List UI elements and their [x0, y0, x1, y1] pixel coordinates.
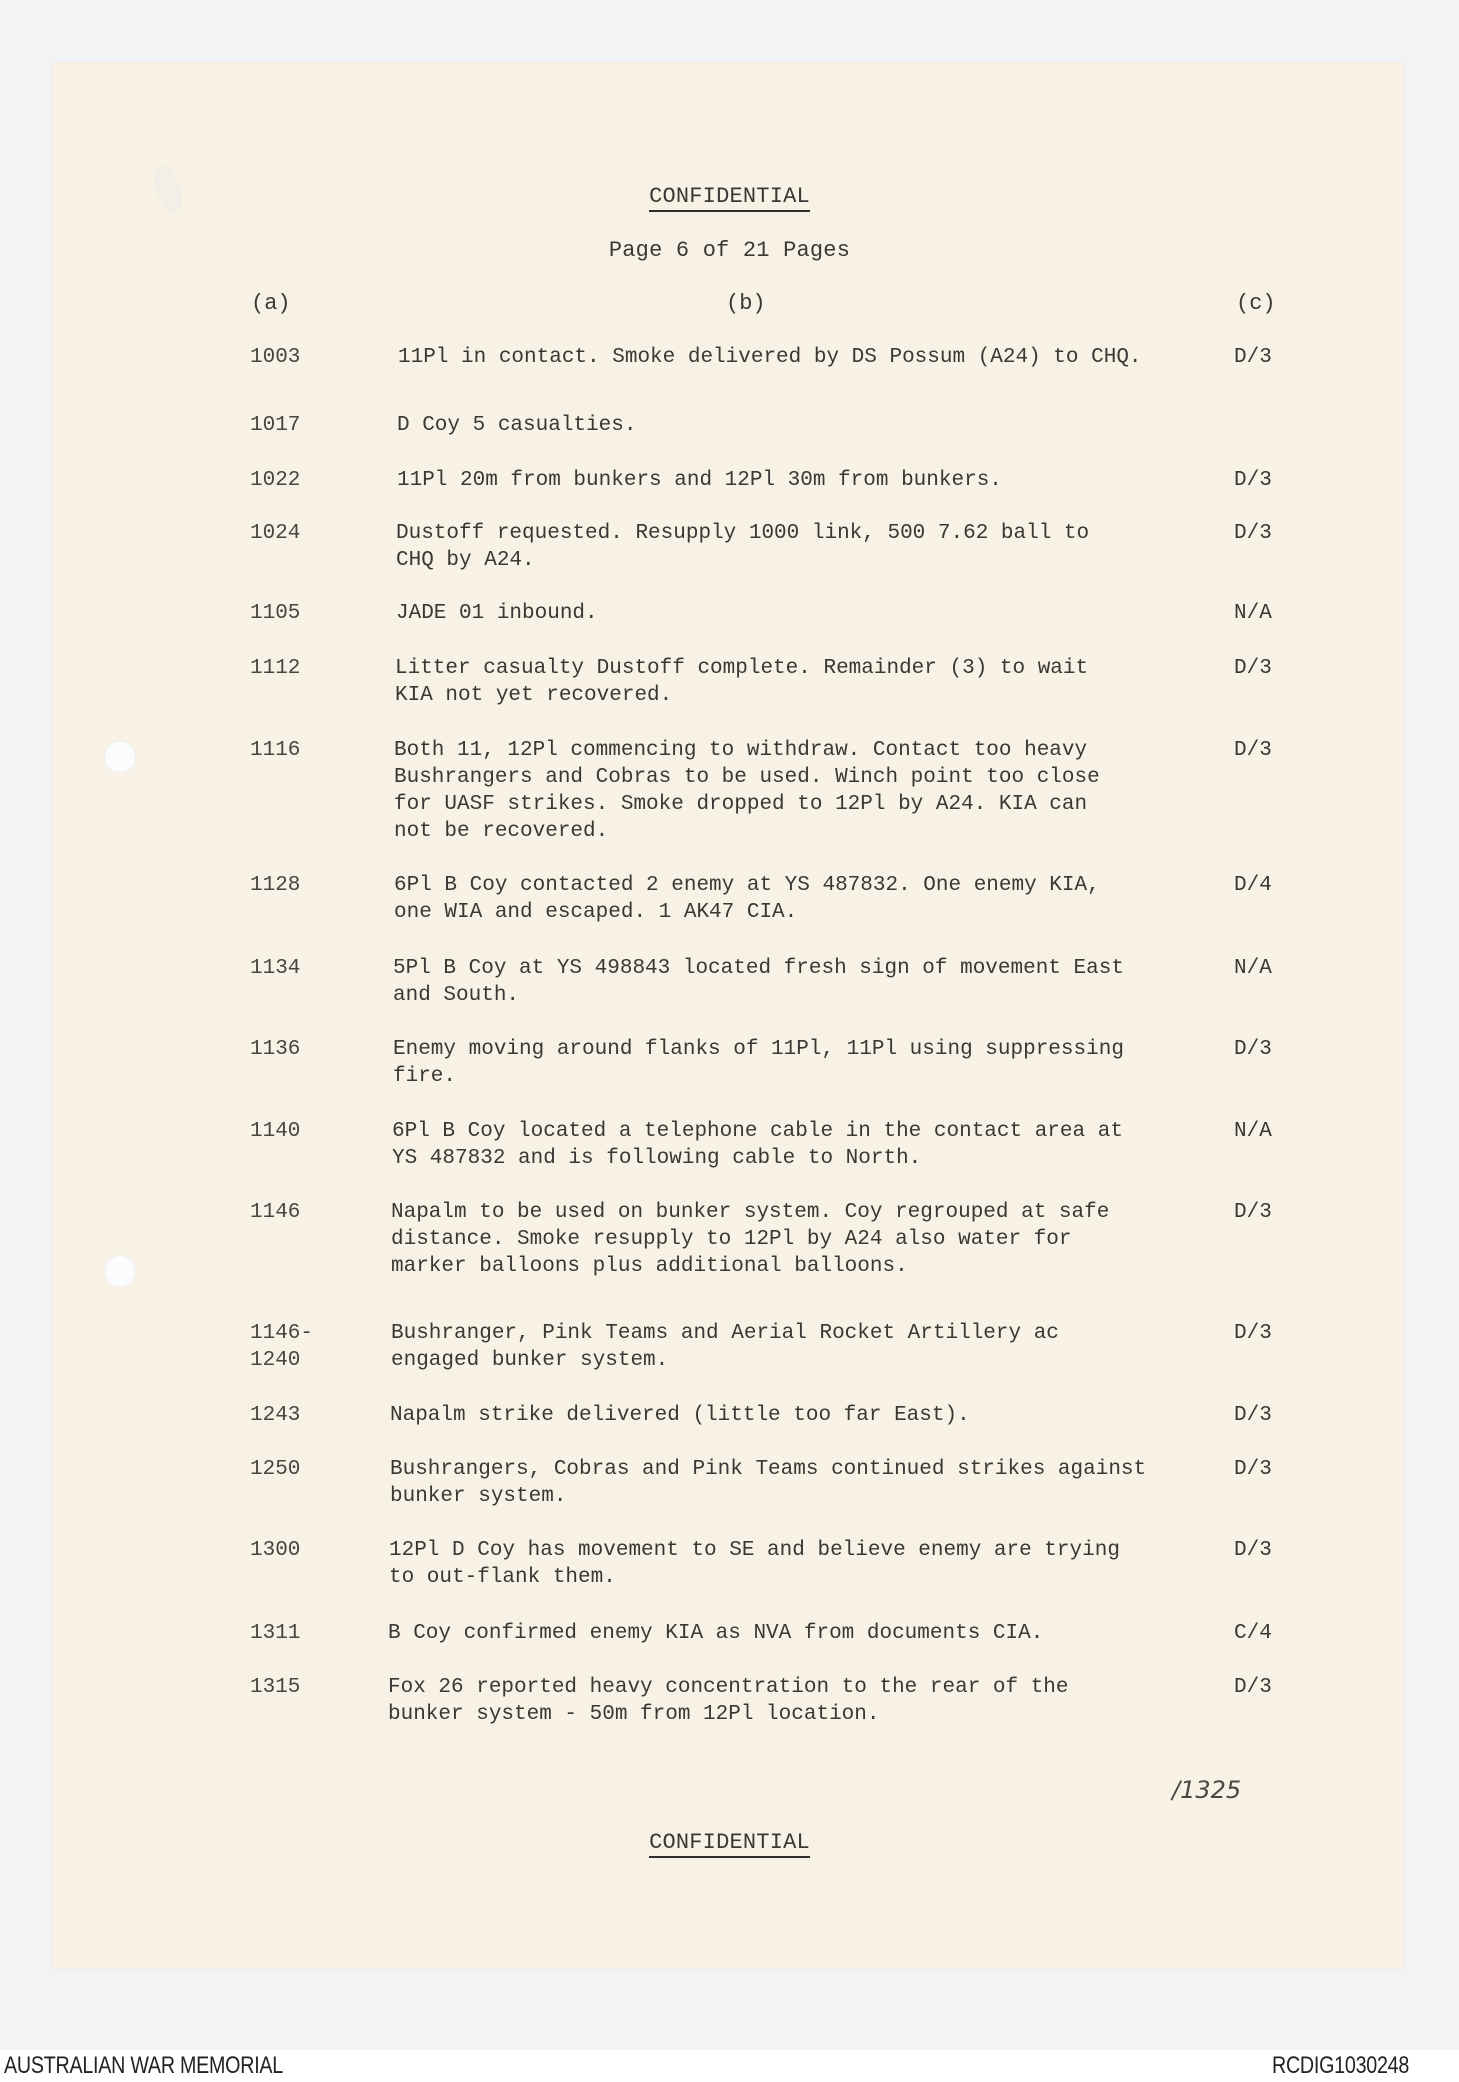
entry-time: 1017: [250, 414, 301, 437]
entry-time: 1112: [250, 657, 301, 680]
continuation-note: /1325: [1172, 1776, 1242, 1804]
entry-time: 1140: [250, 1120, 301, 1143]
entry-time: 1116: [250, 739, 301, 762]
entry-time: 1315: [250, 1676, 301, 1699]
entry-grading: D/3: [1234, 522, 1272, 545]
entry-time: 1146: [250, 1201, 301, 1224]
entry-time: 1300: [250, 1539, 301, 1562]
entry-description: Both 11, 12Pl commencing to withdraw. Contact too heavy Bushrangers and Cobras to be used. Winch point too close for UASF strikes. Smoke dropped to 12Pl by A24. KIA can not be recovered.: [394, 739, 1100, 843]
entry-description: D Coy 5 casualties.: [397, 414, 637, 437]
entry-time: 1136: [250, 1038, 301, 1061]
entry-description: 11Pl in contact. Smoke delivered by DS Possum (A24) to CHQ.: [398, 346, 1142, 369]
entry-description: 5Pl B Coy at YS 498843 located fresh sign of movement East and South.: [393, 957, 1124, 1007]
classification-footer: [0, 1830, 1459, 1855]
entry-time: 1105: [250, 602, 301, 625]
entry-grading: C/4: [1234, 1622, 1272, 1645]
entry-description: JADE 01 inbound.: [396, 602, 598, 625]
entry-description: Napalm to be used on bunker system. Coy regrouped at safe distance. Smoke resupply to 12Pl by A24 also water for marker balloons plus additional balloons.: [391, 1201, 1110, 1278]
entry-grading: D/3: [1234, 346, 1272, 369]
entry-grading: N/A: [1234, 602, 1272, 625]
entry-description: 6Pl B Coy located a telephone cable in the contact area at YS 487832 and is following cable to North.: [392, 1120, 1123, 1170]
entry-grading: D/3: [1234, 739, 1272, 762]
entry-grading: D/3: [1234, 1539, 1272, 1562]
reference-caption: RCDIG1030248: [1272, 2052, 1410, 2079]
entry-description: Litter casualty Dustoff complete. Remainder (3) to wait KIA not yet recovered.: [395, 657, 1089, 707]
entry-grading: D/3: [1234, 1201, 1272, 1224]
column-header-a: (a): [251, 291, 291, 316]
entry-time: 1250: [250, 1458, 301, 1481]
entry-time: 1003: [250, 346, 301, 369]
entry-description: 12Pl D Coy has movement to SE and believe enemy are trying to out-flank them.: [389, 1539, 1120, 1589]
institution-caption: AUSTRALIAN WAR MEMORIAL: [4, 2052, 284, 2079]
column-header-b: (b): [726, 291, 766, 316]
entry-time: 1311: [250, 1622, 301, 1645]
entry-time: 1134: [250, 957, 301, 980]
entry-grading: D/3: [1234, 657, 1272, 680]
entry-description: Enemy moving around flanks of 11Pl, 11Pl using suppressing fire.: [393, 1038, 1124, 1088]
entry-description: Bushranger, Pink Teams and Aerial Rocket Artillery ac engaged bunker system.: [391, 1322, 1059, 1372]
entry-description: Dustoff requested. Resupply 1000 link, 500 7.62 ball to CHQ by A24.: [396, 522, 1090, 572]
entry-description: Napalm strike delivered (little too far East).: [390, 1404, 970, 1427]
entry-time: 1128: [250, 874, 301, 897]
column-header-c: (c): [1236, 291, 1276, 316]
punch-hole-bottom: [104, 1255, 136, 1287]
entry-time: 1024: [250, 522, 301, 545]
entry-grading: D/3: [1234, 1038, 1272, 1061]
page-label: Page 6 of 21 Pages: [608, 238, 851, 263]
entry-time: 1022: [250, 469, 301, 492]
entry-grading: N/A: [1234, 1120, 1272, 1143]
classification-header: [0, 184, 1459, 209]
entry-grading: D/3: [1234, 1404, 1272, 1427]
classification-footer-text: CONFIDENTIAL: [649, 1830, 810, 1858]
entry-description: Fox 26 reported heavy concentration to the rear of the bunker system - 50m from 12Pl location.: [388, 1676, 1069, 1726]
classification-header-text: CONFIDENTIAL: [649, 184, 810, 212]
entry-description: B Coy confirmed enemy KIA as NVA from documents CIA.: [388, 1622, 1044, 1645]
entry-grading: D/3: [1234, 469, 1272, 492]
entry-time: 1146- 1240: [250, 1322, 314, 1372]
entry-grading: D/4: [1234, 874, 1272, 897]
entry-description: 6Pl B Coy contacted 2 enemy at YS 487832. One enemy KIA, one WIA and escaped. 1 AK47 CIA.: [394, 874, 1100, 924]
entry-grading: D/3: [1234, 1322, 1272, 1345]
entry-grading: D/3: [1234, 1676, 1272, 1699]
entry-grading: N/A: [1234, 957, 1272, 980]
entry-description: Bushrangers, Cobras and Pink Teams continued strikes against bunker system.: [390, 1458, 1147, 1508]
entry-grading: D/3: [1234, 1458, 1272, 1481]
punch-hole-top: [104, 741, 136, 773]
entry-description: 11Pl 20m from bunkers and 12Pl 30m from bunkers.: [397, 469, 1002, 492]
entry-time: 1243: [250, 1404, 301, 1427]
